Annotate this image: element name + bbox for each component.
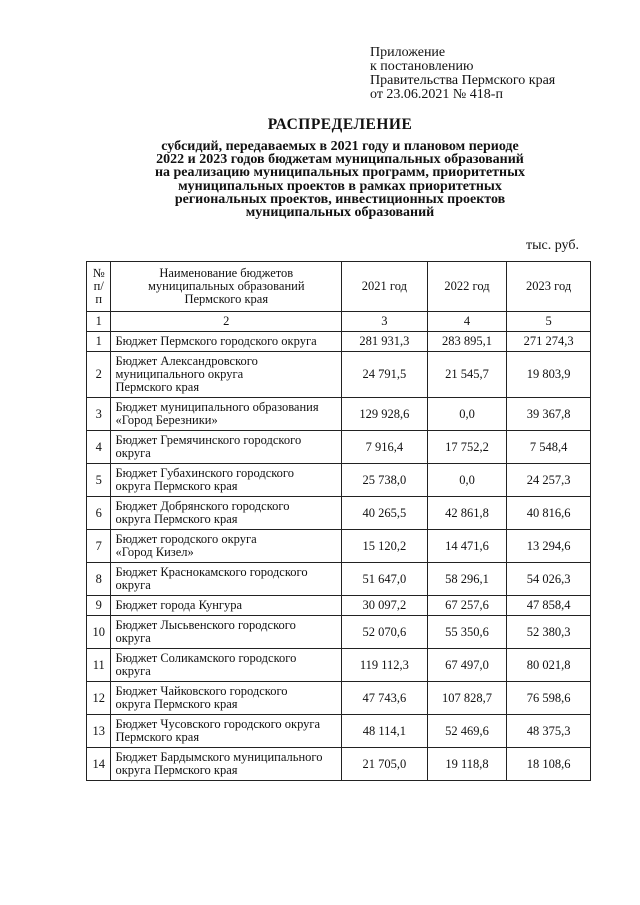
value-2022: 283 895,1: [427, 332, 507, 352]
budget-name-line: Пермского края: [115, 730, 200, 744]
subtitle-line: региональных проектов, инвестиционных проектов: [174, 191, 506, 207]
value-2021: 119 112,3: [342, 649, 428, 682]
budget-name-line: Бюджет Губахинского городского: [115, 466, 294, 480]
value-2022: 67 497,0: [427, 649, 507, 682]
value-2023: 13 294,6: [507, 530, 591, 563]
budget-name-line: округа Пермского края: [115, 479, 238, 493]
table-row: [87, 332, 591, 352]
column-index-row: [87, 312, 591, 332]
value-2023: 80 021,8: [507, 649, 591, 682]
value-2022: 0,0: [427, 398, 507, 431]
row-number: 1: [87, 332, 111, 352]
value-2022: 55 350,6: [427, 616, 507, 649]
value-2022: 58 296,1: [427, 563, 507, 596]
budget-name: [111, 398, 342, 431]
table-body: [87, 332, 591, 781]
table-row: [87, 748, 591, 781]
appendix-line: Приложение: [370, 45, 446, 60]
value-2022: 0,0: [427, 464, 507, 497]
budget-name-line: округа: [115, 446, 151, 460]
document-subtitle: [120, 140, 560, 219]
value-2023: 19 803,9: [507, 352, 591, 398]
value-2021: 52 070,6: [342, 616, 428, 649]
subtitle-line: на реализацию муниципальных программ, приоритетных: [154, 165, 526, 181]
value-2022: 52 469,6: [427, 715, 507, 748]
value-2021: 24 791,5: [342, 352, 428, 398]
value-2022: 107 828,7: [427, 682, 507, 715]
subtitle-line: 2022 и 2023 годов бюджетам муниципальных образований: [156, 152, 524, 168]
row-number: 7: [87, 530, 111, 563]
budget-name: [111, 332, 342, 352]
budget-name-line: Бюджет муниципального образования: [115, 400, 319, 414]
budget-name-line: округа Пермского края: [115, 697, 238, 711]
table-row: [87, 398, 591, 431]
budget-name: [111, 530, 342, 563]
row-number: 13: [87, 715, 111, 748]
budget-name: [111, 596, 342, 616]
budget-name: [111, 682, 342, 715]
value-2021: 30 097,2: [342, 596, 428, 616]
row-number: 6: [87, 497, 111, 530]
appendix-block: [370, 46, 555, 102]
distribution-table: [86, 261, 591, 781]
budget-name: [111, 649, 342, 682]
subtitle-line: муниципальных проектов в рамках приоритетных: [178, 178, 502, 194]
budget-name: [111, 563, 342, 596]
index-cell: 3: [342, 312, 428, 332]
header-num: № п/п: [87, 262, 111, 312]
table-header-row: [87, 262, 591, 312]
appendix-line: Правительства Пермского края: [370, 73, 556, 88]
header-2023: 2023 год: [507, 262, 591, 312]
value-2021: 7 916,4: [342, 431, 428, 464]
row-number: 9: [87, 596, 111, 616]
value-2021: 281 931,3: [342, 332, 428, 352]
document-title: РАСПРЕДЕЛЕНИЕ: [267, 116, 413, 133]
value-2022: 21 545,7: [427, 352, 507, 398]
header-2021: 2021 год: [342, 262, 428, 312]
value-2023: 7 548,4: [507, 431, 591, 464]
value-2023: 52 380,3: [507, 616, 591, 649]
row-number: 10: [87, 616, 111, 649]
index-cell: 1: [87, 312, 111, 332]
table-row: [87, 715, 591, 748]
header-2022: 2022 год: [427, 262, 507, 312]
value-2021: 40 265,5: [342, 497, 428, 530]
budget-name-line: Бюджет Соликамского городского: [115, 651, 297, 665]
value-2023: 271 274,3: [507, 332, 591, 352]
budget-name-line: округа Пермского края: [115, 512, 238, 526]
budget-name: [111, 715, 342, 748]
table-row: [87, 352, 591, 398]
budget-name: [111, 748, 342, 781]
table-row: [87, 497, 591, 530]
subtitle-line: субсидий, передаваемых в 2021 году и плановом периоде: [161, 139, 519, 154]
table-row: [87, 596, 591, 616]
budget-name-line: округа: [115, 664, 151, 678]
value-2023: 76 598,6: [507, 682, 591, 715]
row-number: 14: [87, 748, 111, 781]
value-2023: 39 367,8: [507, 398, 591, 431]
units-label: тыс. руб.: [526, 238, 579, 253]
budget-name: [111, 464, 342, 497]
value-2023: 47 858,4: [507, 596, 591, 616]
row-number: 8: [87, 563, 111, 596]
value-2023: 24 257,3: [507, 464, 591, 497]
table-row: [87, 682, 591, 715]
value-2023: 54 026,3: [507, 563, 591, 596]
budget-name-line: Бюджет города Кунгура: [115, 598, 243, 612]
table-row: [87, 530, 591, 563]
value-2022: 19 118,8: [427, 748, 507, 781]
budget-name-line: Бюджет Бардымского муниципального: [115, 750, 323, 764]
value-2023: 48 375,3: [507, 715, 591, 748]
budget-name-line: Бюджет Гремячинского городского: [115, 433, 302, 447]
index-cell: 2: [111, 312, 342, 332]
row-number: 5: [87, 464, 111, 497]
table-row: [87, 464, 591, 497]
budget-name-line: муниципального округа: [115, 367, 244, 381]
budget-name-line: Бюджет Чусовского городского округа: [115, 717, 321, 731]
budget-name-line: Бюджет Краснокамского городского: [115, 565, 308, 579]
table-row: [87, 616, 591, 649]
value-2023: 40 816,6: [507, 497, 591, 530]
value-2022: 42 861,8: [427, 497, 507, 530]
appendix-line: от 23.06.2021 № 418-п: [370, 87, 503, 102]
row-number: 11: [87, 649, 111, 682]
budget-name-line: Бюджет городского округа: [115, 532, 257, 546]
header-name: Наименование бюджетов муниципальных образований Пермского края: [111, 262, 342, 312]
budget-name-line: Пермского края: [115, 380, 200, 394]
budget-name: [111, 497, 342, 530]
table-row: [87, 563, 591, 596]
budget-name-line: Бюджет Чайковского городского: [115, 684, 288, 698]
budget-name: [111, 616, 342, 649]
value-2021: 129 928,6: [342, 398, 428, 431]
value-2021: 25 738,0: [342, 464, 428, 497]
value-2021: 21 705,0: [342, 748, 428, 781]
table-row: [87, 649, 591, 682]
row-number: 3: [87, 398, 111, 431]
budget-name-line: «Город Березники»: [115, 413, 218, 427]
value-2022: 14 471,6: [427, 530, 507, 563]
value-2021: 51 647,0: [342, 563, 428, 596]
budget-name-line: Бюджет Добрянского городского: [115, 499, 290, 513]
table-row: [87, 431, 591, 464]
value-2021: 47 743,6: [342, 682, 428, 715]
budget-name-line: Бюджет Лысьвенского городского: [115, 618, 296, 632]
index-cell: 5: [507, 312, 591, 332]
budget-name-line: Бюджет Пермского городского округа: [115, 334, 317, 348]
budget-name: [111, 352, 342, 398]
row-number: 12: [87, 682, 111, 715]
value-2021: 48 114,1: [342, 715, 428, 748]
appendix-line: к постановлению: [370, 59, 474, 74]
value-2021: 15 120,2: [342, 530, 428, 563]
subtitle-line: муниципальных образований: [245, 205, 435, 221]
budget-name-line: округа: [115, 631, 151, 645]
budget-name: [111, 431, 342, 464]
value-2022: 17 752,2: [427, 431, 507, 464]
budget-name-line: Бюджет Александровского: [115, 354, 258, 368]
budget-name-line: округа: [115, 578, 151, 592]
budget-name-line: «Город Кизел»: [115, 545, 194, 559]
budget-name-line: округа Пермского края: [115, 763, 238, 777]
row-number: 2: [87, 352, 111, 398]
value-2023: 18 108,6: [507, 748, 591, 781]
index-cell: 4: [427, 312, 507, 332]
value-2022: 67 257,6: [427, 596, 507, 616]
row-number: 4: [87, 431, 111, 464]
